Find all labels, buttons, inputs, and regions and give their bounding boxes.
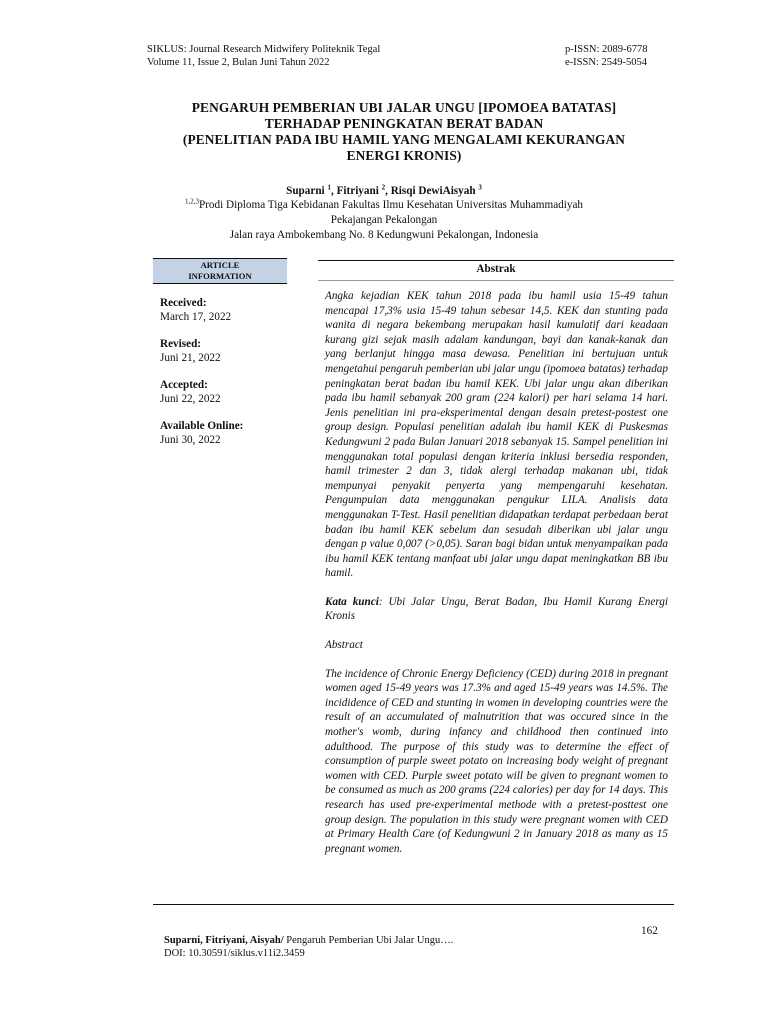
footer-authors: Suparni, Fitriyani, Aisyah/: [164, 935, 284, 946]
e-issn: e-ISSN: 2549-5054: [565, 57, 647, 68]
received-value: March 17, 2022: [160, 311, 232, 323]
online-label: Available Online:: [160, 420, 244, 432]
keywords-label: Kata kunci: [325, 595, 379, 608]
online-value: Juni 30, 2022: [160, 434, 221, 446]
accepted-value: Juni 22, 2022: [160, 393, 221, 405]
author-list: [140, 184, 628, 198]
paper-title: [130, 100, 678, 164]
author-affil-mark: 2: [381, 183, 386, 192]
title-line: PENGARUH PEMBERIAN UBI JALAR UNGU [IPOMOEA BATATAS]: [191, 100, 617, 115]
author-name: Suparni: [286, 185, 325, 197]
affil-mark: 1,2,3: [184, 197, 199, 206]
title-line: (PENELITIAN PADA IBU HAMIL YANG MENGALAMI KEKURANGAN: [182, 132, 626, 147]
journal-name: SIKLUS: Journal Research Midwifery Politeknik Tegal: [147, 44, 381, 55]
abstract-heading: Abstrak: [476, 263, 516, 275]
author-name: Risqi DewiAisyah: [390, 185, 476, 197]
article-info-heading: [153, 258, 287, 284]
revised-date: [160, 337, 300, 365]
running-header-issn: [565, 43, 648, 69]
affil-line: Jalan raya Ambokembang No. 8 Kedungwuni Pekalongan, Indonesia: [229, 229, 539, 241]
p-issn: p-ISSN: 2089-6778: [565, 44, 648, 55]
accepted-label: Accepted:: [160, 379, 208, 391]
title-line: TERHADAP PENINGKATAN BERAT BADAN: [264, 116, 544, 131]
abstract-en-paragraph: The incidence of Chronic Energy Deficiency (CED) during 2018 in pregnant women aged 15-49 years was 17.3% and aged 15-49 years was 14.5%. The incididence of CED and stunting in women in developing countries were the result of an accumulated of malnutrition that was occured since in the mother's womb, during infancy and childhood then continued into adulthood. The purpose of this study was to determine the effect of consumption of purple sweet potato on increasing body weight of pregnant women with CED. Purple sweet potato will be given to pregnant women to be consumed as much as 200 grams (224 calories) per day for 14 days. This research has used pre-experimental methode with a pretest-posttest one group design. The population in this study were pregnant women with CED at Primary Health Care (of Kedungwuni 2 in January 2018 as many as 15 pregnant women.: [325, 667, 669, 855]
author-affil-mark: 1: [327, 183, 331, 192]
revised-value: Juni 21, 2022: [160, 352, 221, 364]
page-footer: [164, 934, 453, 960]
running-header-journal: [147, 43, 380, 69]
abstract-body: [325, 289, 668, 856]
author-name: Fitriyani: [336, 185, 379, 197]
received-label: Received:: [160, 297, 207, 309]
title-line: ENERGI KRONIS): [346, 148, 462, 163]
author-affil-mark: 3: [478, 183, 482, 192]
footer-rule: [153, 904, 674, 905]
journal-volume: Volume 11, Issue 2, Bulan Juni Tahun 2022: [147, 57, 330, 68]
author-separator: ,: [385, 185, 391, 197]
online-date: [160, 419, 300, 447]
abstract-en-heading: Abstract: [325, 639, 363, 652]
affil-line: Prodi Diploma Tiga Kebidanan Fakultas Ilmu Kesehatan Universitas Muhammadiyah: [198, 199, 584, 211]
affiliation: [130, 198, 638, 243]
article-info-heading-line: ARTICLE: [200, 260, 240, 270]
affil-line: Pekajangan Pekalongan: [330, 214, 438, 226]
abstrak-paragraph: Angka kejadian KEK tahun 2018 pada ibu hamil usia 15-49 tahun mencapai 17,3% usia 15-49 tahun sebesar 14,5. KEK dan stunting pada wanita di negara bekembang merupakan hasil kumulatif dari keadaan kurang gizi sejak masih adalam kandungan, bayi dan kanak-kanak dan yang berlanjut hingga masa dewasa. Penelitian ini bertujuan untuk mengetahui pengaruh pemberian ubi jalar ungu (ipomoea batatas) terhadap peningkatan berat badan ibu hamil KEK. Ubi jalar ungu akan diberikan pada ibu hamil sebanyak 200 gram (224 kalori) per hari selama 14 hari. Jenis penelitian ini pra-eksperimental dengan desain pretest-postest one group design. Populasi penelitian adalah ibu hamil KEK di Puskesmas Kedungwuni 2 pada Bulan Januari 2018 sebanyak 15. Sampel penelitian ini menggunakan total populasi dengan kriteria inklusi bersedia responden, hamil trimester 2 dan 3, tidak alergi terhadap makanan ubi, tidak mempunyai penyakit penyerta yang mempengaruhi kesehatan. Pengumpulan data menggunakan pengukur LILA. Analisis data menggunakan T-Test. Hasil penelitian didapatkan terdapat perbedaan berat badan ibu hamil KEK sebelum dan sesudah diberikan ubi jalar ungu dengan p value 0,007 (>0,05). Saran bagi bidan untuk menyampaikan pada ibu hamil KEK tentang manfaat ubi jalar ungu dapat meningkatkan BB ibu hamil.: [325, 290, 668, 580]
accepted-date: [160, 378, 300, 406]
abstract-heading-rule: [318, 280, 674, 281]
footer-short-title: Pengaruh Pemberian Ubi Jalar Ungu….: [283, 935, 454, 946]
page-number: 162: [641, 925, 658, 937]
author-separator: ,: [330, 185, 337, 197]
article-info-heading-line: INFORMATION: [188, 271, 252, 281]
footer-doi: DOI: 10.30591/siklus.v11i2.3459: [164, 948, 305, 959]
revised-label: Revised:: [160, 338, 202, 350]
keywords-text: : Ubi Jalar Ungu, Berat Badan, Ibu Hamil Kurang Energi Kronis: [325, 595, 668, 623]
article-dates: [160, 296, 300, 460]
abstract-top-rule: [318, 260, 674, 261]
keywords: [325, 595, 668, 624]
received-date: [160, 296, 300, 324]
